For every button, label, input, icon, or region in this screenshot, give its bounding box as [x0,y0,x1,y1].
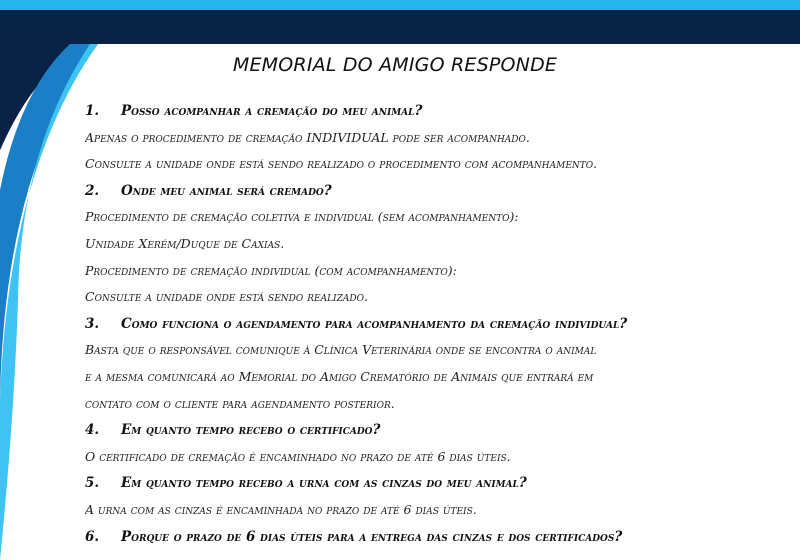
faq-answer-line: Apenas o procedimento de cremação INDIVIDUAL pode ser acompanhado. [85,129,530,145]
page-title: MEMORIAL DO AMIGO RESPONDE [232,54,558,76]
faq-question [85,98,790,125]
question-text: Posso acompanhar a cremação do meu animal? [121,103,423,119]
faq-answer-line: Consulte a unidade onde está sendo realizado o procedimento com acompanhamento. [85,156,598,172]
faq-question [85,524,790,551]
faq-answer-line: Procedimento de cremação individual (com acompanhamento): [85,262,457,278]
question-text: Em quanto tempo recebo o certificado? [121,422,381,439]
question-number: 3. [85,315,100,332]
faq-question [85,417,790,444]
faq-question [85,311,790,338]
question-number: 1. [85,103,100,119]
faq-answer-line: Basta que o responsável comunique à Clínica Veterinária onde se encontra o animal [85,342,597,358]
question-number: 5. [85,475,100,492]
faq-list [85,98,790,550]
faq-question [85,470,790,497]
question-text: Em quanto tempo recebo a urna com as cinzas do meu animal? [121,475,527,492]
faq-answer-line: A urna com as cinzas é encaminhada no prazo de até 6 dias úteis. [85,501,477,517]
question-text: Onde meu animal será cremado? [121,182,332,199]
question-text: Porque o prazo de 6 dias úteis para a entrega das cinzas e dos certificados? [121,528,623,545]
question-text: Como funciona o agendamento para acompanhamento da cremação individual? [121,315,628,332]
faq-answer-line: Consulte a unidade onde está sendo realizado. [85,289,368,305]
faq-answer-line: contato com o cliente para agendamento posterior. [85,395,395,411]
faq-question [85,178,790,205]
faq-answer-line: O certificado de cremação é encaminhado no prazo de até 6 dias úteis. [85,448,511,464]
faq-answer-line: Unidade Xerém/Duque de Caxias. [85,235,285,251]
faq-answer-line: e a mesma comunicará ao Memorial do Amigo Crematório de Animais que entrará em [85,368,594,384]
question-number: 2. [85,182,100,199]
question-number: 6. [85,528,100,545]
question-number: 4. [85,422,100,439]
faq-answer-line: Procedimento de cremação coletiva e individual (sem acompanhamento): [85,209,519,225]
